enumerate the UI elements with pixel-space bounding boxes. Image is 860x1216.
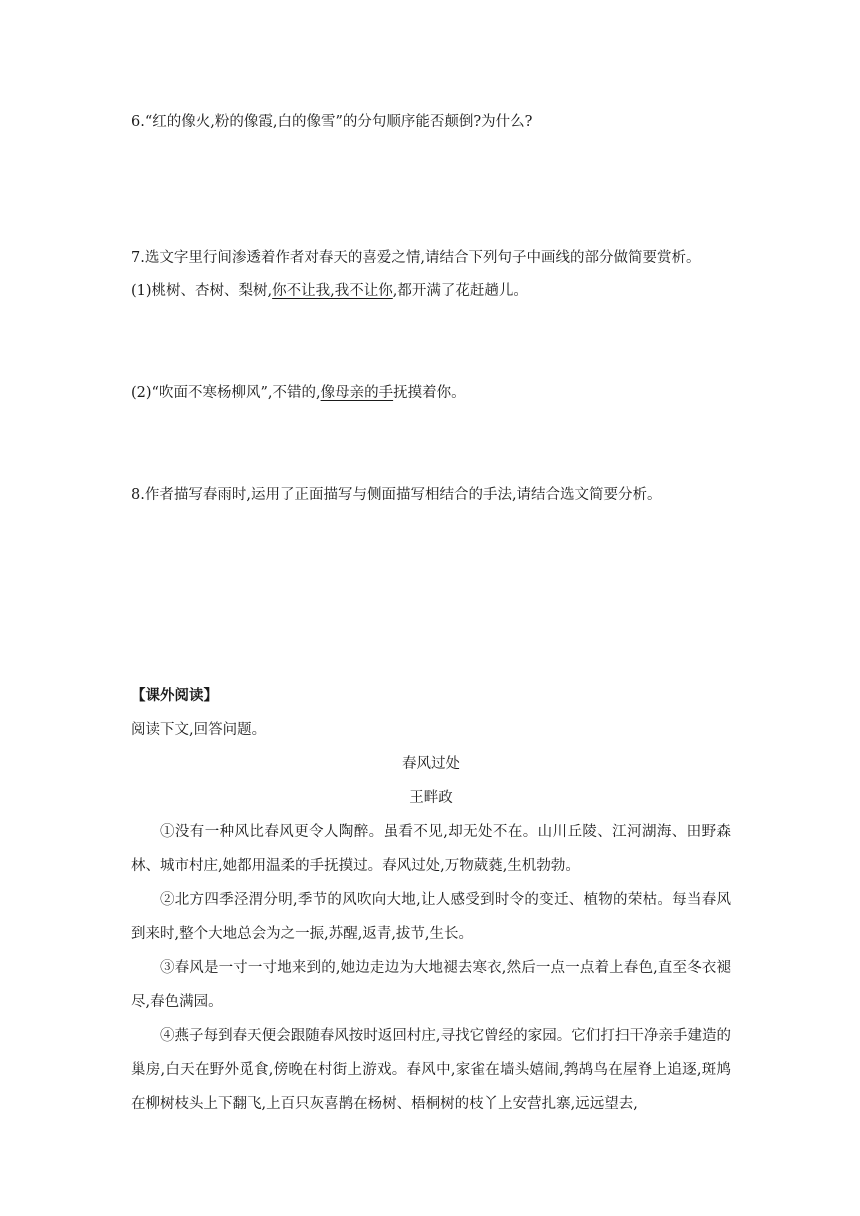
q7-1-suffix: ,都开满了花赶趟儿。: [392, 283, 528, 299]
reading-instruction: 阅读下文,回答问题。: [131, 722, 267, 738]
question-7: 7.选文字里行间渗透着作者对春天的喜爱之情,请结合下列句子中画线的部分做简要赏析。: [131, 250, 701, 266]
article-paragraph-1: ①没有一种风比春风更令人陶醉。虽看不见,却无处不在。山川丘陵、江河湖海、田野森林、城市村庄,她都用温柔的手抚摸过。春风过处,万物葳蕤,生机勃勃。: [131, 824, 731, 874]
question-8: 8.作者描写春雨时,运用了正面描写与侧面描写相结合的手法,请结合选文简要分析。: [131, 487, 662, 503]
q7-2-prefix: (2)“吹面不寒杨柳风”,不错的,: [131, 385, 321, 401]
q7-1-prefix: (1)桃树、杏树、梨树,: [131, 283, 273, 299]
question-7-part-1: [131, 281, 528, 301]
q7-2-underlined: 像母亲的手: [320, 385, 394, 401]
q7-1-underlined: 你不让我,我不让你: [272, 283, 393, 299]
question-6: 6.“红的像火,粉的像霞,白的像雪”的分句顺序能否颠倒?为什么?: [131, 114, 533, 130]
article-title: 春风过处: [402, 756, 460, 772]
article-paragraph-4: ④燕子每到春天便会跟随春风按时返回村庄,寻找它曾经的家园。它们打扫干净亲手建造的巢房,白天在野外觅食,傍晚在村街上游戏。春风中,家雀在墙头嬉闹,鹁鸪鸟在屋脊上追逐,斑鸠在柳树枝头上下翻飞,上百只灰喜鹊在杨树、梧桐树的枝丫上安营扎寨,远远望去,: [131, 1028, 731, 1112]
q7-2-suffix: 抚摸着你。: [393, 385, 466, 401]
article-paragraph-2: ②北方四季泾渭分明,季节的风吹向大地,让人感受到时令的变迁、植物的荣枯。每当春风到来时,整个大地总会为之一振,苏醒,返青,拔节,生长。: [131, 892, 731, 942]
question-7-part-2: [131, 383, 466, 403]
article-paragraph-3: ③春风是一寸一寸地来到的,她边走边为大地褪去寒衣,然后一点一点着上春色,直至冬衣褪尽,春色满园。: [131, 960, 731, 1010]
section-title: 【课外阅读】: [131, 687, 218, 704]
article-author: 王畔政: [409, 790, 453, 806]
